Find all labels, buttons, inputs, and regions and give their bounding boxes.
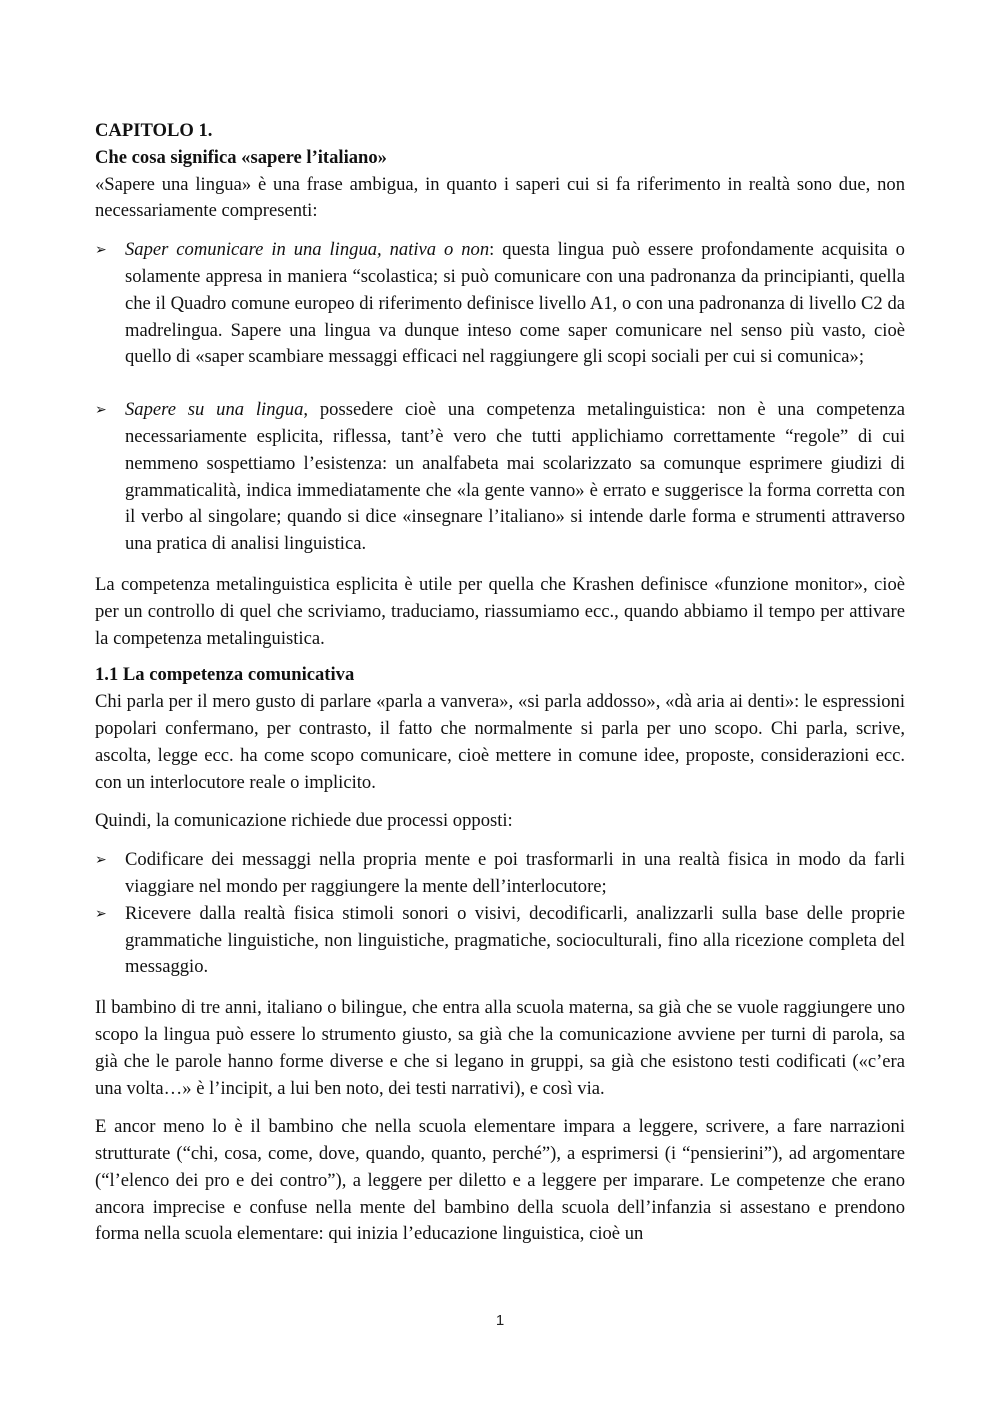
bullet-text: : questa lingua può essere profondamente acquisita o solamente appresa in maniera “scolastica; si può comunicare con una padronanza da principianti, quella che il Quadro comune europeo di riferimento definisce livello A1, o con una padronanza di livello C2 da madrelingua. Sapere una lingua va dunque inteso come saper comunicare nel senso più vasto, cioè quello di «saper scambiare messaggi efficaci nel raggiungere gli scopi sociali per cui si comunica»; [125, 239, 905, 368]
process-bullet-list [95, 847, 905, 981]
chapter-title: CAPITOLO 1. [95, 120, 213, 141]
arrow-bullet-icon: ➢ [95, 852, 107, 869]
bullet-emphasis: Sapere su una lingua [125, 399, 304, 421]
page-body [95, 118, 905, 1248]
bullet-text: Ricevere dalla realtà fisica stimoli sonori o visivi, decodificarli, analizzarli sulla base delle proprie grammatiche linguistiche, non linguistiche, pragmatiche, socioculturali, fino alla ricezione completa del messaggio. [125, 902, 905, 978]
section-paragraph: Chi parla per il mero gusto di parlare «parla a vanvera», «si parla addosso», «dà aria ai denti»: le espressioni popolari confermano, per contrasto, il fatto che normalmente si parla per uno scopo. Chi parla, scrive, ascolta, legge ecc. ha come scopo comunicare, cioè mettere in comune idee, proposte, considerazioni ecc. con un interlocutore reale o implicito. [95, 691, 905, 793]
chapter-subtitle: Che cosa significa «sapere l’italiano» [95, 146, 387, 168]
arrow-bullet-icon: ➢ [95, 242, 107, 259]
knowledge-bullet-list [95, 237, 905, 558]
arrow-bullet-icon: ➢ [95, 905, 107, 922]
list-item [95, 237, 905, 371]
arrow-bullet-icon: ➢ [95, 402, 107, 419]
intro-paragraph: «Sapere una lingua» è una frase ambigua, in quanto i saperi cui si fa riferimento in realtà sono due, non necessariamente compresenti: [95, 173, 905, 222]
list-item [95, 847, 905, 901]
section-paragraph: Quindi, la comunicazione richiede due processi opposti: [95, 810, 513, 832]
section-paragraph: Il bambino di tre anni, italiano o bilingue, che entra alla scuola materna, sa già che se vuole raggiungere uno scopo la lingua può essere lo strumento giusto, sa già che la comunicazione avviene per turni di parola, sa già che le parole hanno forme diverse e che si legano in gruppi, sa già che esistono testi codificati («c’era una volta…» è l’incipit, a lui ben noto, dei testi narrativi), e così via. [95, 997, 905, 1099]
bullet-emphasis: Saper comunicare in una lingua, nativa o non [125, 239, 490, 261]
section-paragraph: E ancor meno lo è il bambino che nella scuola elementare impara a leggere, scrivere, a fare narrazioni strutturate (“chi, cosa, come, dove, quando, quanto, perché”), a esprimersi (i “pensierini”), ad argomentare (“l’elenco dei pro e dei contro”), a leggere per diletto e a leggere per imparare. Le competenze che erano ancora imprecise e confuse nella mente del bambino della scuola dell’infanzia si assestano e prendono forma nella scuola elementare: qui inizia l’educazione linguistica, cioè un [95, 1116, 905, 1245]
page-number: 1 [495, 1312, 505, 1329]
list-item [95, 397, 905, 558]
bullet-text: , possedere cioè una competenza metalinguistica: non è una competenza necessariamente esplicita, riflessa, tant’è vero che tutti applichiamo correttamente “regole” di cui nemmeno sospettiamo l’esistenza: un analfabeta mai scolarizzato sa comunque esprimere giudizi di grammaticalità, indica immediatamente che «la gente vanno» è errato e suggerisce la forma corretta con il verbo al singolare; quando si dice «insegnare l’italiano» si intende darle forma e strumenti attraverso una pratica di analisi linguistica. [125, 399, 905, 555]
bullet-text: Codificare dei messaggi nella propria mente e poi trasformarli in una realtà fisica in modo da farli viaggiare nel mondo per raggiungere la mente dell’interlocutore; [125, 849, 905, 897]
monitor-paragraph: La competenza metalinguistica esplicita è utile per quella che Krashen definisce «funzione monitor», cioè per un controllo di quel che scriviamo, traduciamo, riassumiamo ecc., quando abbiamo il tempo per attivare la competenza metalinguistica. [95, 573, 905, 649]
section-title: 1.1 La competenza comunicativa [95, 664, 355, 686]
list-item [95, 901, 905, 981]
